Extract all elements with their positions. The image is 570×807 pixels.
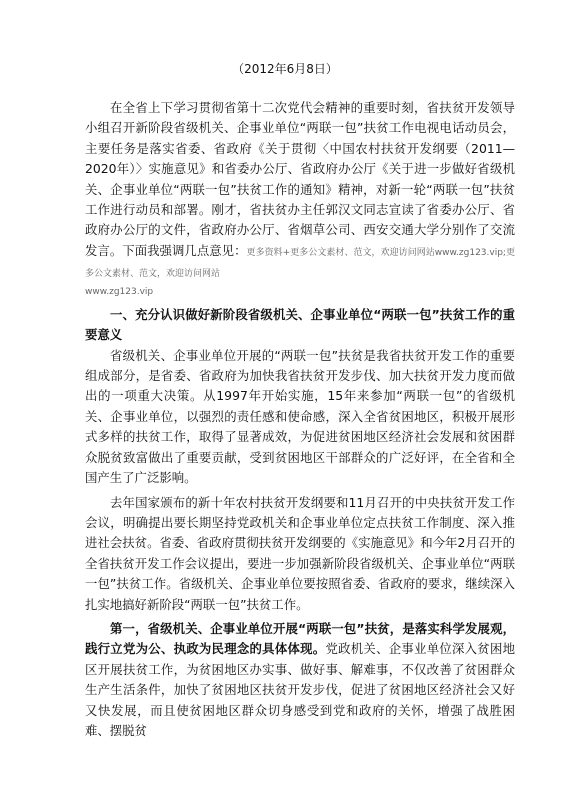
paragraph-3-lead: 第一，省级机关、企事业单位开展“两联一包”扶贫，是落实科学发展观，践行立党为公、执政为民理念的具体体现。	[85, 620, 515, 657]
paragraph-2: 去年国家颁布的新十年农村扶贫开发纲要和11月召开的中央扶贫开发工作会议，明确提出要长期坚持党政机关和企事业单位定点扶贫工作制度、深入推进社会扶贫。省委、省政府贯彻扶贫开发纲要的《实施意见》和今年2月召开的全省扶贫开发工作会议提出，要进一步加强新阶段省级机关、企事业单位“两联一包”扶贫工作。省级机关、企事业单位要按照省委、省政府的要求，继续深入扎实地搞好新阶段“两联一包”扶贫工作。	[85, 494, 515, 612]
section-1-heading: 一、充分认识做好新阶段省级机关、企事业单位“两联一包”扶贫工作的重要意义	[85, 306, 515, 343]
intro-text: 在全省上下学习贯彻省第十二次党代会精神的重要时刻，省扶贫开发领导小组召开新阶段省级机关、企事业单位“两联一包”扶贫工作电视电话动员会，主要任务是落实省委、省政府《关于贯彻〈中国农村扶贫开发纲要（2011—2020年）〉实施意见》和省委办公厅、省政府办公厅《关于进一步做好省级机关、企事业单位“两联一包”扶贫工作的通知》精神，对新一轮“两联一包”扶贫工作进行动员和部署。刚才，省扶贫办主任郭汉文同志宣读了省委办公厅、省政府办公厅的文件，省政府办公厅、省烟草公司、西安交通大学分别作了交流发言。下面我强调几点意见：	[85, 100, 515, 258]
paragraph-3-body: 党政机关、企事业单位深入贫困地区开展扶贫工作，为贫困地区办实事、做好事、解难事，不仅改善了贫困群众生产生活条件，加快了贫困地区扶贫开发步伐，促进了贫困地区经济社会又好又快发展，而且使贫困地区群众切身感受到党和政府的关怀，增强了战胜困难、摆脱贫	[85, 641, 516, 738]
inline-note: 更多资料+更多公文素材、范文，欢迎访问网站www.zg123.vip;更多公文素材、范文，欢迎访问网站	[85, 247, 515, 279]
site-line: www.zg123.vip	[85, 286, 154, 297]
intro-paragraph	[85, 98, 515, 283]
document-body	[85, 98, 515, 741]
paragraph-3	[85, 619, 515, 741]
document-date: （2012年6月8日）	[232, 62, 338, 76]
paragraph-1: 省级机关、企事业单位开展的“两联一包”扶贫是我省扶贫开发工作的重要组成部分，是省委、省政府为加快我省扶贫开发步伐、加大扶贫开发力度而做出的一项重大决策。从1997年开始实施，15年来参加“两联一包”的省级机关、企事业单位，以强烈的责任感和使命感，深入全省贫困地区，积极开展形式多样的扶贫工作，取得了显著成效，为促进贫困地区经济社会发展和贫困群众脱贫致富做出了重要贡献，受到贫困地区干部群众的广泛好评，在全省和全国产生了广泛影响。	[85, 347, 515, 486]
